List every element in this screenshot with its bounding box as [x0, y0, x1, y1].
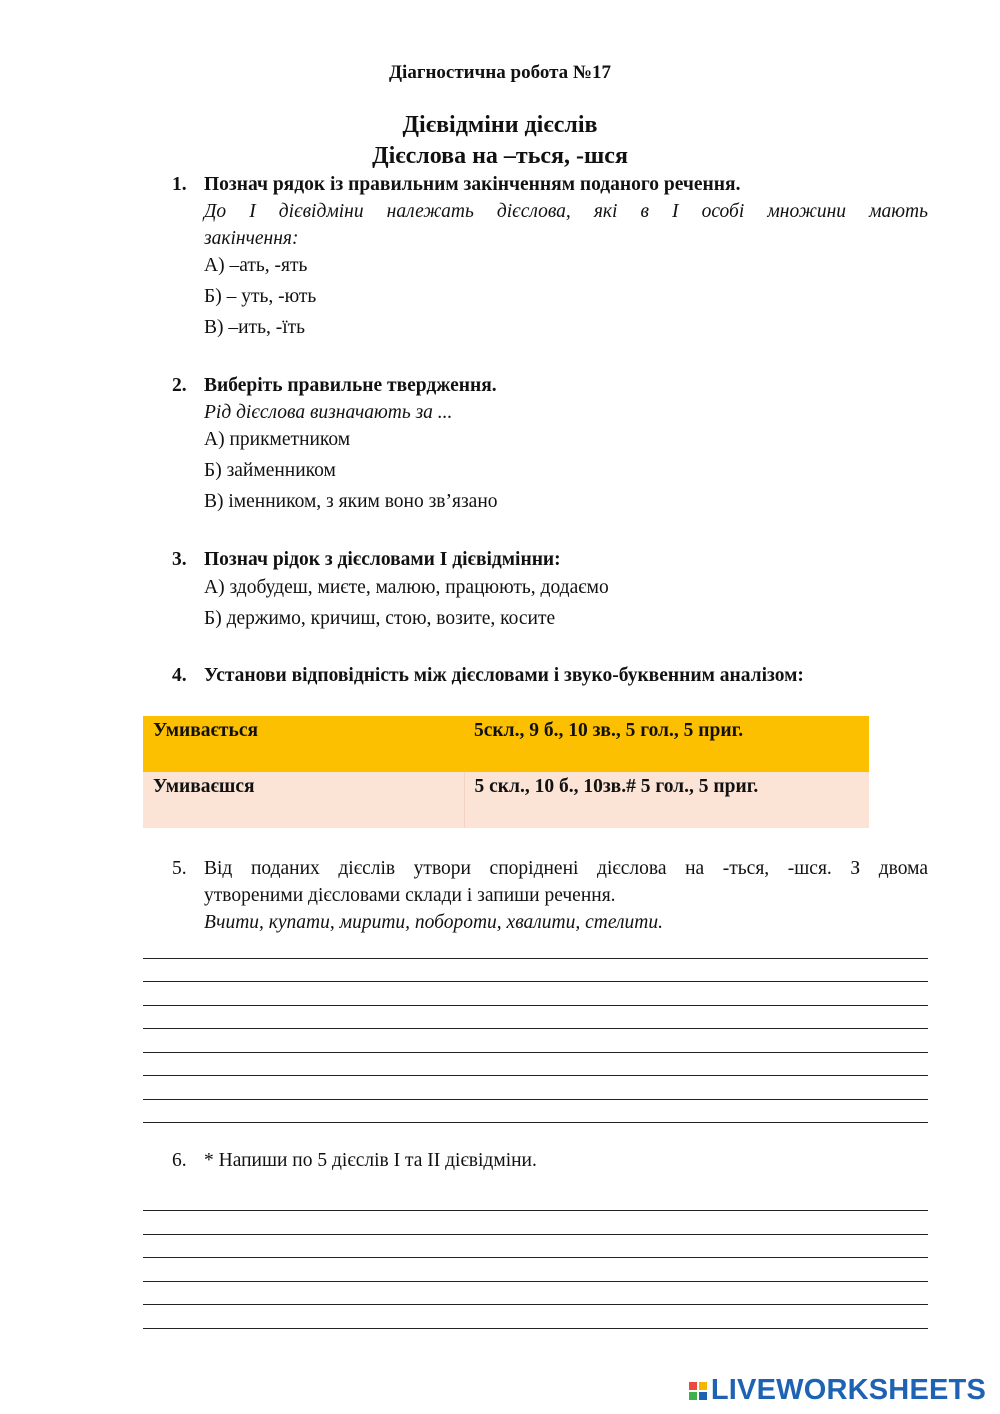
answer-line[interactable]	[143, 1234, 928, 1235]
q2-prompt: Виберіть правильне твердження.	[204, 375, 497, 396]
q4-prompt: Установи відповідність між дієсловами і звуко-буквенним аналізом:	[204, 665, 804, 686]
logo-block	[689, 1392, 697, 1400]
q4-number: 4.	[172, 665, 187, 686]
logo-block	[699, 1382, 707, 1390]
q5-number: 5.	[172, 858, 187, 879]
answer-line[interactable]	[143, 981, 928, 982]
answer-line[interactable]	[143, 1328, 928, 1329]
logo-text: LIVEWORKSHEETS	[710, 1374, 986, 1406]
document-label: Діагностична робота №17	[388, 62, 612, 83]
table-row	[143, 772, 869, 828]
answer-line[interactable]	[143, 1257, 928, 1258]
q1-prompt: Познач рядок із правильним закінченням поданого речення.	[204, 174, 741, 195]
q1-option-a[interactable]: А) –ать, -ять	[204, 255, 308, 276]
q1-option-b[interactable]: Б) – уть, -ють	[204, 286, 317, 307]
q2-option-a[interactable]: А) прикметником	[204, 429, 351, 450]
q3-option-a[interactable]: А) здобудеш, миєте, малюю, працюють, додаємо	[204, 577, 609, 598]
match-analysis-cell[interactable]: 5скл., 9 б., 10 зв., 5 гол., 5 приг.	[464, 716, 869, 772]
q1-number: 1.	[172, 174, 187, 195]
q2-option-c[interactable]: В) іменником, з яким воно зв’язано	[204, 491, 498, 512]
q1-statement-line1: До І дієвідміни належать дієслова, які в І особі множини мають	[204, 201, 928, 222]
logo-block	[699, 1392, 707, 1400]
liveworksheets-logo[interactable]	[689, 1374, 986, 1407]
answer-line[interactable]	[143, 1281, 928, 1282]
match-word-cell[interactable]: Умивається	[143, 716, 464, 772]
q2-number: 2.	[172, 375, 187, 396]
q5-instruction-line2: утвореними дієсловами склади і запиши речення.	[204, 885, 616, 906]
logo-block	[689, 1382, 697, 1390]
q3-number: 3.	[172, 549, 187, 570]
answer-line[interactable]	[143, 1099, 928, 1100]
answer-line[interactable]	[143, 1304, 928, 1305]
match-word-cell[interactable]: Умиваєшся	[143, 772, 464, 828]
q5-word-list: Вчити, купати, мирити, побороти, хвалити, стелити.	[204, 912, 663, 933]
match-analysis-cell[interactable]: 5 скл., 10 б., 10зв.# 5 гол., 5 приг.	[464, 772, 869, 828]
q5-instruction-line1: Від поданих дієслів утвори споріднені дієслова на -ться, -шся. З двома	[204, 858, 928, 879]
table-row	[143, 716, 869, 772]
answer-line[interactable]	[143, 1210, 928, 1211]
q1-option-c[interactable]: В) –ить, -їть	[204, 317, 306, 338]
page-subtitle: Дієслова на –ться, -шся	[372, 143, 628, 169]
answer-line[interactable]	[143, 1028, 928, 1029]
answer-line[interactable]	[143, 958, 928, 959]
q2-option-b[interactable]: Б) займенником	[204, 460, 336, 481]
q1-statement-line2: закінчення:	[204, 228, 299, 249]
q3-prompt: Познач рідок з дієсловами І дієвідмінни:	[204, 549, 561, 570]
q6-number: 6.	[172, 1150, 187, 1171]
answer-line[interactable]	[143, 1052, 928, 1053]
q2-statement: Рід дієслова визначають за ...	[204, 402, 453, 423]
q6-instruction: * Напиши по 5 дієслів І та ІІ дієвідміни.	[204, 1150, 537, 1171]
answer-line[interactable]	[143, 1122, 928, 1123]
answer-line[interactable]	[143, 1075, 928, 1076]
page-title: Дієвідміни дієслів	[402, 112, 598, 138]
logo-blocks-icon	[689, 1382, 707, 1400]
matching-table	[143, 716, 869, 828]
answer-line[interactable]	[143, 1005, 928, 1006]
q3-option-b[interactable]: Б) держимо, кричиш, стою, возите, косите	[204, 608, 556, 629]
